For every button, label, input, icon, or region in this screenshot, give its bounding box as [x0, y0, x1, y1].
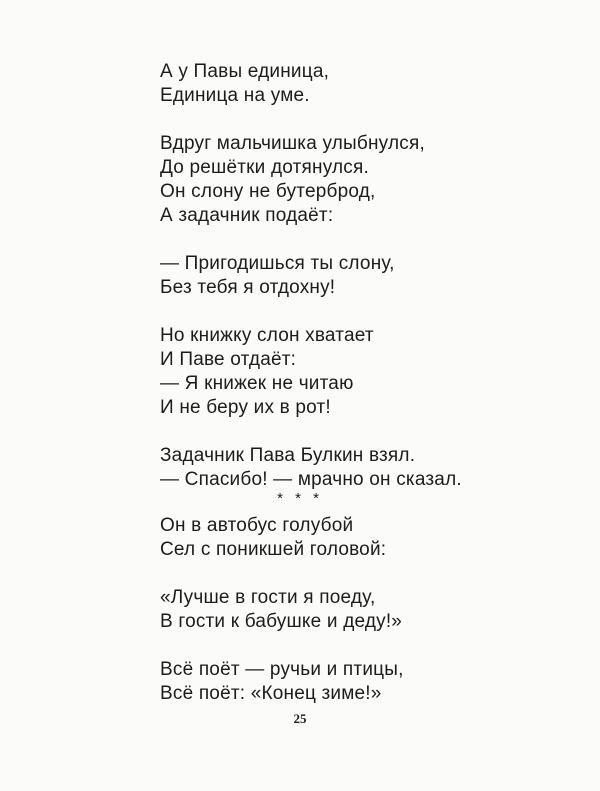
- page-number: 25: [293, 711, 307, 726]
- poem-part-1: [160, 60, 560, 516]
- poem-line: И не беру их в рот!: [160, 397, 331, 418]
- poem-part-2: [160, 514, 560, 730]
- stanza: [160, 444, 560, 492]
- poem-line: Единица на уме.: [160, 85, 310, 106]
- stanza: [160, 132, 560, 228]
- poem-line: Он в автобус голубой: [160, 515, 354, 536]
- poem-line: Задачник Пава Булкин взял.: [160, 445, 416, 466]
- poem-line: Сел с поникшей головой:: [160, 539, 387, 560]
- poem-line: Но книжку слон хватает: [160, 325, 374, 346]
- poem-line: Вдруг мальчишка улыбнулся,: [160, 133, 425, 154]
- stanza: [160, 586, 560, 634]
- section-separator: * * *: [277, 490, 323, 507]
- poem-line: Он слону не бутерброд,: [160, 181, 376, 202]
- poem-line: И Паве отдаёт:: [160, 349, 297, 370]
- poem-line: В гости к бабушке и деду!»: [160, 611, 403, 632]
- poem-line: — Пригодишься ты слону,: [160, 253, 395, 274]
- poem-line: Без тебя я отдохну!: [160, 277, 336, 298]
- poem-line: — Я книжек не читаю: [160, 373, 354, 394]
- stanza: [160, 60, 560, 108]
- poem-line: А у Павы единица,: [160, 61, 330, 82]
- stanza: [160, 252, 560, 300]
- stanza: [160, 514, 560, 562]
- stanza: [160, 658, 560, 706]
- poem-line: — Спасибо! — мрачно он сказал.: [160, 469, 462, 490]
- poem-line: До решётки дотянулся.: [160, 157, 369, 178]
- poem-line: А задачник подаёт:: [160, 205, 334, 226]
- poem-line: Всё поёт: «Конец зиме!»: [160, 683, 382, 704]
- poem-line: «Лучше в гости я поеду,: [160, 587, 376, 608]
- poem-line: Всё поёт — ручьи и птицы,: [160, 659, 404, 680]
- stanza: [160, 324, 560, 420]
